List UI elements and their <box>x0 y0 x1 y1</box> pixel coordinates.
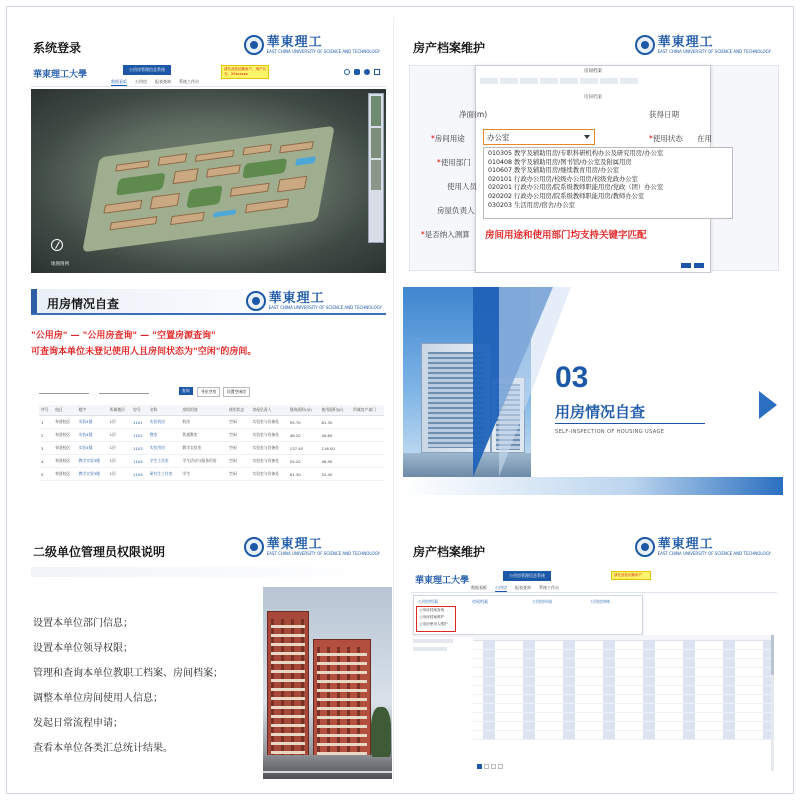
close-button[interactable] <box>694 263 704 268</box>
logo-cn: 華東理工 <box>268 290 325 306</box>
slide-collage <box>6 6 794 794</box>
vacant-room-table <box>39 405 384 481</box>
university-seal-icon <box>244 35 264 55</box>
dropdown-option[interactable]: 020101 行政办公用房/校级办公用房/校级党政办公室 <box>488 175 638 183</box>
status-label: *使用状态 <box>649 134 683 143</box>
nav-workbench[interactable]: 系统工作台 <box>539 585 559 590</box>
keyword-match-hint: 房间用途和使用部门均支持关键字匹配 <box>485 230 647 241</box>
filter-select[interactable] <box>99 389 149 394</box>
query-button[interactable]: 查询 <box>179 387 193 395</box>
list-item: 调整本单位房间使用人信息； <box>33 693 163 704</box>
campus-map[interactable] <box>31 89 386 273</box>
dropdown-option[interactable]: 020201 行政办公用房/院系级教师职能用房/党政（团）办公室 <box>488 184 664 192</box>
nav-dashboard[interactable]: 数据看板 <box>111 79 127 84</box>
dropdown-option[interactable]: 010408 教学及辅助用房/图书馆/办公室及附属用房 <box>488 158 632 166</box>
app-tab[interactable]: 公用房管理信息系统 <box>123 65 171 75</box>
table-row[interactable]: 4 奉贤校区 教学实验3楼 1层 1104 学生工作室 学生活动与服务用房 空闲 实验室与设备处 55.20 46.90 <box>39 455 384 468</box>
col-header: 校区 <box>53 405 76 416</box>
logout-icon[interactable] <box>374 69 380 75</box>
menu-group: 公用房申请 <box>532 599 552 604</box>
usage-select-value: 办公室 <box>487 133 510 142</box>
search-icon[interactable] <box>344 69 350 75</box>
table-row[interactable]: 5 奉贤校区 教学实验3楼 1层 1105 研究生工作室 学生 空闲 实验室与设备处 61.30 52.40 <box>39 468 384 481</box>
slide-title: 房产档案维护 <box>413 41 486 55</box>
mega-menu <box>413 595 643 635</box>
col-header: 序号 <box>39 405 53 416</box>
dropdown-option[interactable]: 010305 教学及辅助用房/专职科研机构办公及研究用房/办公室 <box>488 150 664 157</box>
col-header: 名称 <box>148 405 181 416</box>
slide-permissions <box>17 523 392 789</box>
nav-path: "公用房" — "公用房查询" — "空置房源查询" <box>31 331 216 341</box>
filter-bar <box>39 387 379 397</box>
col-header: 房屋负责人 <box>250 405 287 416</box>
slide-login <box>17 21 392 273</box>
dropdown-option[interactable]: 010607 教学及辅助用房/继续教育用房/办公室 <box>488 167 620 175</box>
user-label: 使用人员 <box>447 182 477 191</box>
table-row[interactable] <box>473 677 771 686</box>
area-label: 净面(m) <box>459 110 488 119</box>
usage-label: *房间用途 <box>431 134 465 143</box>
map-thumbnail-panel[interactable] <box>368 93 384 243</box>
table-row[interactable]: 2 奉贤校区 实验4楼 1层 1102 教室 普通教室 空闲 实验室与设备处 48.20 40.60 <box>39 429 384 442</box>
list-item: 设置本单位部门信息； <box>33 618 133 629</box>
slide-archive-form <box>403 21 783 273</box>
side-tree <box>413 639 473 759</box>
table-row[interactable] <box>473 659 771 668</box>
list-item: 发起日常流程申请； <box>33 718 123 729</box>
nav-public-house[interactable]: 公用房 <box>135 79 147 84</box>
table-header-row <box>39 405 384 416</box>
col-header: 使用面积(㎡) <box>319 405 351 416</box>
university-logo <box>635 35 771 55</box>
permission-list <box>33 611 223 761</box>
app-header <box>411 567 777 593</box>
user-icon[interactable] <box>364 69 370 75</box>
section-title: 用房情况自查 <box>555 403 646 421</box>
dialog-tabs <box>480 78 638 84</box>
scrollbar[interactable] <box>771 635 774 771</box>
list-item: 查看本单位各类汇总统计结果。 <box>33 743 173 754</box>
export-button[interactable]: 导出空房 <box>197 387 220 397</box>
share-label: *是否纳入测算 <box>421 230 470 239</box>
switch-user-warning[interactable]: 请在此处切换用户，用户名为：20xxxxxx <box>221 65 269 79</box>
col-header: 房间用途 <box>180 405 227 416</box>
slide-archive-menu <box>403 523 783 789</box>
divider <box>393 17 394 785</box>
university-seal-icon <box>635 537 655 557</box>
section-subtitle: SELF-INSPECTION OF HOUSING USAGE <box>555 429 665 435</box>
menu-item[interactable]: 公用房档案查询 <box>419 608 445 612</box>
bell-icon[interactable] <box>354 69 360 75</box>
app-nav <box>471 585 559 592</box>
logo-en: EAST CHINA UNIVERSITY OF SCIENCE AND TECHNOLOGY <box>657 48 771 54</box>
university-logo <box>244 35 380 55</box>
filter-select[interactable] <box>39 389 89 394</box>
dept-label: *使用部门 <box>437 158 471 167</box>
save-button[interactable] <box>681 263 691 268</box>
slide-title: 二级单位管理员权限说明 <box>33 545 166 559</box>
table-row[interactable] <box>473 695 771 704</box>
header-icons <box>344 69 380 75</box>
logo-en: EAST CHINA UNIVERSITY OF SCIENCE AND TECHNOLOGY <box>266 48 380 54</box>
set-idle-button[interactable]: 设置空闲房 <box>223 387 250 397</box>
slide-title: 用房情况自查 <box>47 297 120 311</box>
map-legend[interactable]: 地图图例 <box>51 262 69 267</box>
table-row[interactable]: 1 奉贤校区 实验4楼 1层 1101 实验机房 机房 空闲 实验室与设备处 95.70 81.30 <box>39 416 384 429</box>
dropdown-option[interactable]: 020202 行政办公用房/院系级教师职能用房/教师办公室 <box>488 192 645 200</box>
nav-workbench[interactable]: 系统工作台 <box>179 79 199 84</box>
table-row[interactable] <box>473 704 771 713</box>
status-value[interactable]: 在用 <box>697 134 712 143</box>
usage-dropdown-list[interactable] <box>483 147 733 219</box>
col-header: 楼宇 <box>77 405 108 416</box>
nav-reports[interactable]: 报表查询 <box>155 79 171 84</box>
manager-label: 房屋负责人 <box>437 206 475 215</box>
university-seal-icon <box>635 35 655 55</box>
switch-user-warning[interactable]: 请在此处切换用户 <box>611 571 651 580</box>
logo-cn: 華東理工 <box>266 536 323 552</box>
pagination[interactable] <box>477 764 503 769</box>
decor-arrow-right <box>759 391 777 419</box>
table-row[interactable] <box>473 731 771 740</box>
nav-reports[interactable]: 报表查询 <box>515 585 531 590</box>
nav-public-house[interactable]: 公用房 <box>495 585 507 590</box>
slide-title: 系统登录 <box>33 41 82 55</box>
col-header: 所属房产部门 <box>351 405 384 416</box>
section-band <box>31 289 386 315</box>
logo-en: EAST CHINA UNIVERSITY OF SCIENCE AND TECHNOLOGY <box>657 550 771 556</box>
logo-en: EAST CHINA UNIVERSITY OF SCIENCE AND TECHNOLOGY <box>268 304 382 310</box>
logo-cn: 華東理工 <box>657 536 714 552</box>
table-row[interactable] <box>473 641 771 650</box>
campus-3d-model <box>82 125 335 251</box>
usage-select[interactable] <box>483 129 595 145</box>
app-tab[interactable]: 公用房管理信息系统 <box>503 571 551 581</box>
slide-section-cover <box>403 287 783 495</box>
university-logo <box>244 537 380 557</box>
logo-cn: 華東理工 <box>266 34 323 50</box>
logo-cn: 華東理工 <box>657 34 714 50</box>
title-divider <box>31 567 386 577</box>
table-row[interactable] <box>473 668 771 677</box>
menu-item[interactable]: 公用房使用人维护 <box>419 622 448 626</box>
chevron-down-icon <box>584 135 590 139</box>
dialog-title: 房间档案 <box>584 69 602 74</box>
col-header: 所属楼层 <box>108 405 131 416</box>
list-item: 管理和查询本单位教职工档案、房间档案； <box>33 668 223 679</box>
list-item: 设置本单位领导权限； <box>33 643 133 654</box>
nav-dashboard[interactable]: 数据看板 <box>471 585 487 590</box>
query-description: 可查询本单位未登记使用人且房间状态为"空闲"的房间。 <box>31 347 257 357</box>
compass-icon[interactable] <box>51 239 63 251</box>
highlight-box <box>416 606 456 632</box>
menu-group: 房屋档案 <box>472 599 488 604</box>
university-seal-icon <box>246 291 266 311</box>
university-logo <box>635 537 771 557</box>
title-underline <box>555 423 705 424</box>
app-header <box>31 61 386 87</box>
app-logo: 華東理工大學 <box>415 576 470 586</box>
table-row[interactable] <box>473 650 771 659</box>
university-logo <box>246 291 382 311</box>
col-header: 使用状态 <box>227 405 250 416</box>
app-logo: 華東理工大學 <box>33 70 88 80</box>
university-seal-icon <box>244 537 264 557</box>
dropdown-option[interactable]: 030203 生活用房/宿舍/办公室 <box>488 201 575 209</box>
table-row[interactable] <box>473 686 771 695</box>
table-row[interactable]: 3 奉贤校区 实验4楼 1层 1103 实验用房 教学实验室 空闲 实验室与设备处 137.40 116.00 <box>39 442 384 455</box>
slide-self-check <box>17 283 392 505</box>
decor-stripe-bottom <box>403 477 783 495</box>
app-nav <box>111 79 199 86</box>
section-label: 房间档案 <box>584 95 602 100</box>
archive-data-table <box>473 635 771 771</box>
col-header: 建筑面积(㎡) <box>288 405 320 416</box>
table-row[interactable] <box>473 722 771 731</box>
menu-group: 公用房审核 <box>590 599 610 604</box>
dialog-footer-buttons <box>681 263 704 268</box>
section-number: 03 <box>555 361 589 394</box>
col-header: 房号 <box>131 405 148 416</box>
logo-en: EAST CHINA UNIVERSITY OF SCIENCE AND TECHNOLOGY <box>266 550 380 556</box>
slide-title: 房产档案维护 <box>413 545 486 559</box>
campus-building-photo <box>263 587 392 779</box>
menu-item[interactable]: 公用房档案维护 <box>419 615 445 619</box>
table-row[interactable] <box>473 713 771 722</box>
acquire-date-label: 获得日期 <box>649 110 679 119</box>
menu-group: 公用房档案 <box>418 599 438 604</box>
